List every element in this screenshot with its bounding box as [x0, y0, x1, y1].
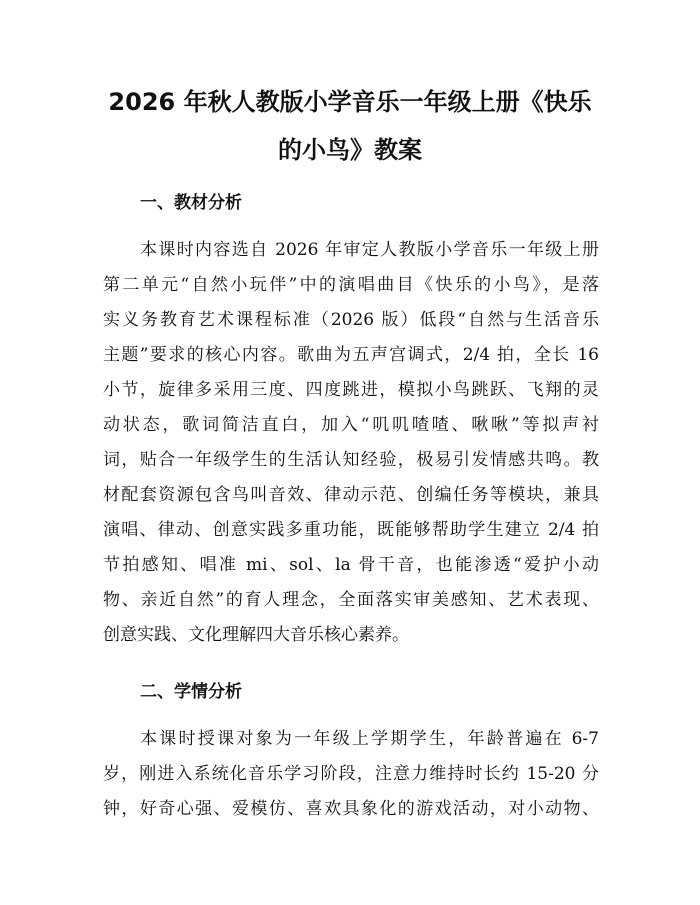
paragraph-line: 本课时内容选自 2026 年审定人教版小学音乐一年级上册: [140, 240, 599, 260]
paragraph-line: 词，贴合一年级学生的生活认知经验，极易引发情感共鸣。教: [103, 450, 599, 470]
paragraph-line: 主题”要求的核心内容。歌曲为五声宫调式，2/4 拍，全长 16: [103, 345, 599, 365]
paragraph-line: 演唱、律动、创意实践多重功能，既能够帮助学生建立 2/4 拍: [103, 520, 599, 540]
paragraph-line: 物、亲近自然”的育人理念，全面落实审美感知、艺术表现、: [103, 590, 599, 610]
section-heading-materials: 一、教材分析: [140, 193, 242, 213]
paragraph-line: 钟，好奇心强、爱模仿、喜欢具象化的游戏活动，对小动物、: [103, 799, 599, 819]
document-title-line-1: 2026 年秋人教版小学音乐一年级上册《快乐: [108, 88, 592, 116]
document-title-line-2: 的小鸟》教案: [278, 136, 422, 164]
paragraph-line: 小节，旋律多采用三度、四度跳进，模拟小鸟跳跃、飞翔的灵: [103, 380, 599, 400]
paragraph-line: 材配套资源包含鸟叫音效、律动示范、创编任务等模块，兼具: [103, 485, 599, 505]
paragraph-line: 节拍感知、唱准 mi、sol、la 骨干音，也能渗透“爱护小动: [103, 555, 599, 575]
paragraph-line: 本课时授课对象为一年级上学期学生，年龄普遍在 6-7: [140, 729, 599, 749]
paragraph-line: 创意实践、文化理解四大音乐核心素养。: [103, 625, 409, 645]
section-heading-students: 二、学情分析: [140, 682, 242, 702]
paragraph-line: 第二单元“自然小玩伴”中的演唱曲目《快乐的小鸟》，是落: [103, 275, 599, 295]
paragraph-line: 实义务教育艺术课程标准（2026 版）低段“自然与生活音乐: [103, 310, 599, 330]
paragraph-line: 动状态，歌词简洁直白，加入“叽叽喳喳、啾啾”等拟声衬: [103, 415, 599, 435]
paragraph-line: 岁，刚进入系统化音乐学习阶段，注意力维持时长约 15-20 分: [103, 764, 599, 784]
